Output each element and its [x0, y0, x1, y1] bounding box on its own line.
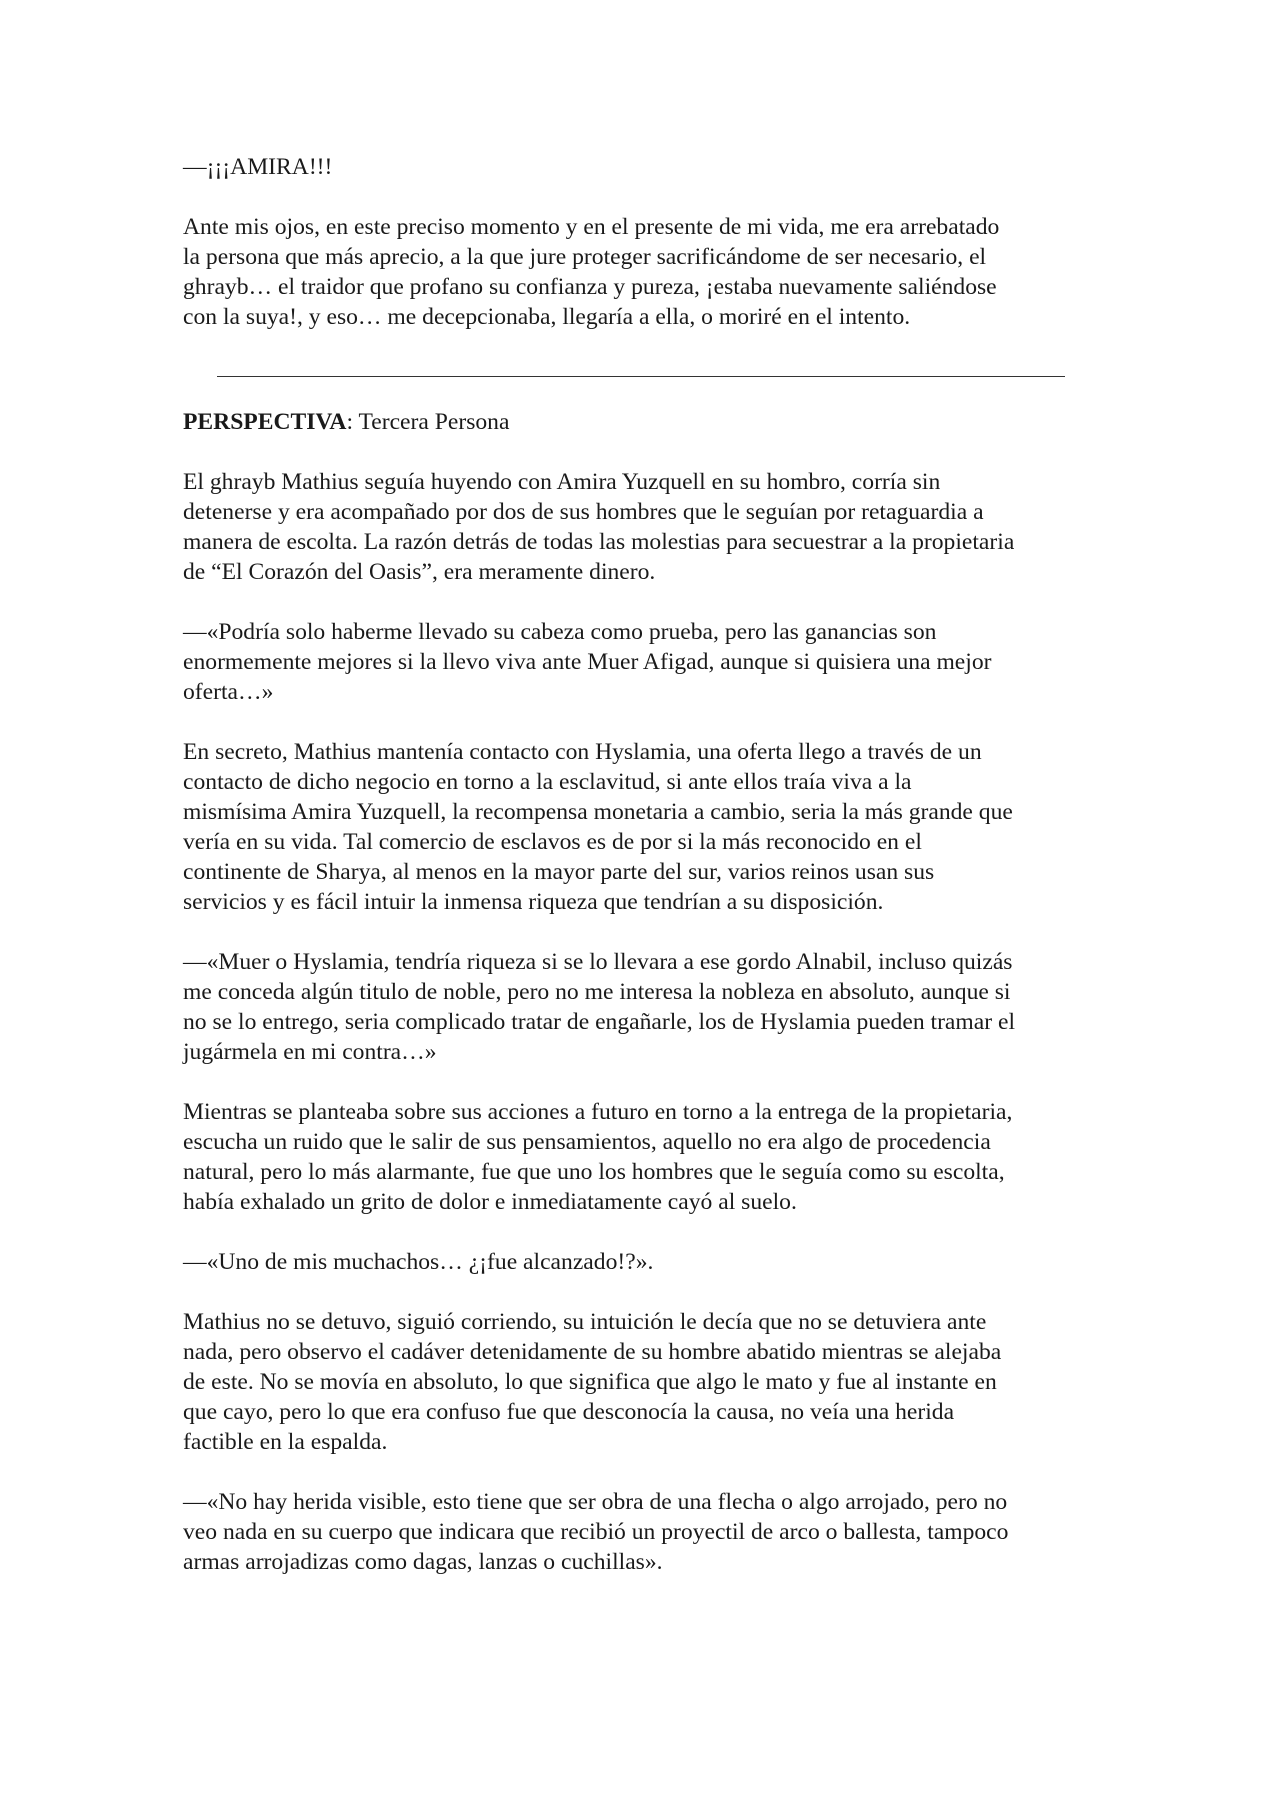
intro-paragraph	[183, 212, 1103, 332]
opening-exclamation	[183, 152, 1103, 182]
text-line: —«Muer o Hyslamia, tendría riqueza si se lo llevara a ese gordo Alnabil, incluso quizás	[183, 949, 1013, 975]
dialogue-paragraph	[183, 947, 1103, 1067]
text-line: veo nada en su cuerpo que indicara que recibió un proyectil de arco o ballesta, tampoco	[183, 1519, 1009, 1545]
perspective-separator: :	[346, 409, 359, 435]
text-line: jugármela en mi contra…»	[183, 1039, 437, 1065]
story-paragraph	[183, 737, 1103, 917]
text-line: había exhalado un grito de dolor e inmediatamente cayó al suelo.	[183, 1189, 797, 1215]
dialogue-paragraph	[183, 1487, 1103, 1577]
text-line: natural, pero lo más alarmante, fue que uno los hombres que le seguía como su escolta,	[183, 1159, 1005, 1185]
text-line: enormemente mejores si la llevo viva ante Muer Afigad, aunque si quisiera una mejor	[183, 649, 992, 675]
story-paragraph	[183, 467, 1103, 587]
text-line: escucha un ruido que le salir de sus pensamientos, aquello no era algo de procedencia	[183, 1129, 991, 1155]
text-line: me conceda algún titulo de noble, pero no me interesa la nobleza en absoluto, aunque si	[183, 979, 1011, 1005]
text-line: Mathius no se detuvo, siguió corriendo, su intuición le decía que no se detuviera ante	[183, 1309, 987, 1335]
text-line: mismísima Amira Yuzquell, la recompensa monetaria a cambio, seria la más grande que	[183, 799, 1013, 825]
text-line: de “El Corazón del Oasis”, era meramente dinero.	[183, 559, 656, 585]
text-line: El ghrayb Mathius seguía huyendo con Amira Yuzquell en su hombro, corría sin	[183, 469, 941, 495]
perspective-heading	[183, 407, 1103, 437]
dialogue-paragraph	[183, 617, 1103, 707]
text-line: ghrayb… el traidor que profano su confianza y pureza, ¡estaba nuevamente saliéndose	[183, 274, 997, 300]
text-line: servicios y es fácil intuir la inmensa riqueza que tendrían a su disposición.	[183, 889, 884, 915]
text-line: —«No hay herida visible, esto tiene que ser obra de una flecha o algo arrojado, pero no	[183, 1489, 1008, 1515]
text-line: no se lo entrego, seria complicado tratar de engañarle, los de Hyslamia pueden tramar el	[183, 1009, 1016, 1035]
text-line: con la suya!, y eso… me decepcionaba, llegaría a ella, o moriré en el intento.	[183, 304, 911, 330]
text-line: contacto de dicho negocio en torno a la esclavitud, si ante ellos traía viva a la	[183, 769, 912, 795]
dialogue-paragraph	[183, 1247, 1103, 1277]
perspective-label: PERSPECTIVA	[183, 409, 347, 435]
text-line: armas arrojadizas como dagas, lanzas o cuchillas».	[183, 1549, 663, 1575]
perspective-line	[183, 407, 1103, 437]
document-body	[183, 152, 1103, 1607]
text-line: —¡¡¡AMIRA!!!	[183, 154, 333, 180]
text-line: oferta…»	[183, 679, 274, 705]
story-paragraph	[183, 1307, 1103, 1457]
section-divider-wrap	[183, 362, 1103, 407]
section-divider	[217, 376, 1065, 377]
text-line: nada, pero observo el cadáver detenidamente de su hombre abatido mientras se alejaba	[183, 1339, 1002, 1365]
text-line: que cayo, pero lo que era confuso fue que desconocía la causa, no veía una herida	[183, 1399, 955, 1425]
text-line: En secreto, Mathius mantenía contacto con Hyslamia, una oferta llego a través de un	[183, 739, 982, 765]
story-paragraph	[183, 1097, 1103, 1217]
perspective-value: Tercera Persona	[358, 409, 510, 435]
text-line: factible en la espalda.	[183, 1429, 388, 1455]
text-line: Ante mis ojos, en este preciso momento y en el presente de mi vida, me era arrebatado	[183, 214, 1000, 240]
text-line: manera de escolta. La razón detrás de todas las molestias para secuestrar a la propietaria	[183, 529, 1015, 555]
text-line: la persona que más aprecio, a la que jure proteger sacrificándome de ser necesario, el	[183, 244, 987, 270]
text-line: continente de Sharya, al menos en la mayor parte del sur, varios reinos usan sus	[183, 859, 935, 885]
text-line: detenerse y era acompañado por dos de sus hombres que le seguían por retaguardia a	[183, 499, 984, 525]
text-line: vería en su vida. Tal comercio de esclavos es de por si la más reconocido en el	[183, 829, 922, 855]
text-line: —«Uno de mis muchachos… ¿¡fue alcanzado!?».	[183, 1249, 654, 1275]
text-line: Mientras se planteaba sobre sus acciones a futuro en torno a la entrega de la propietaria,	[183, 1099, 1013, 1125]
text-line: —«Podría solo haberme llevado su cabeza como prueba, pero las ganancias son	[183, 619, 937, 645]
text-line: de este. No se movía en absoluto, lo que significa que algo le mato y fue al instante en	[183, 1369, 997, 1395]
